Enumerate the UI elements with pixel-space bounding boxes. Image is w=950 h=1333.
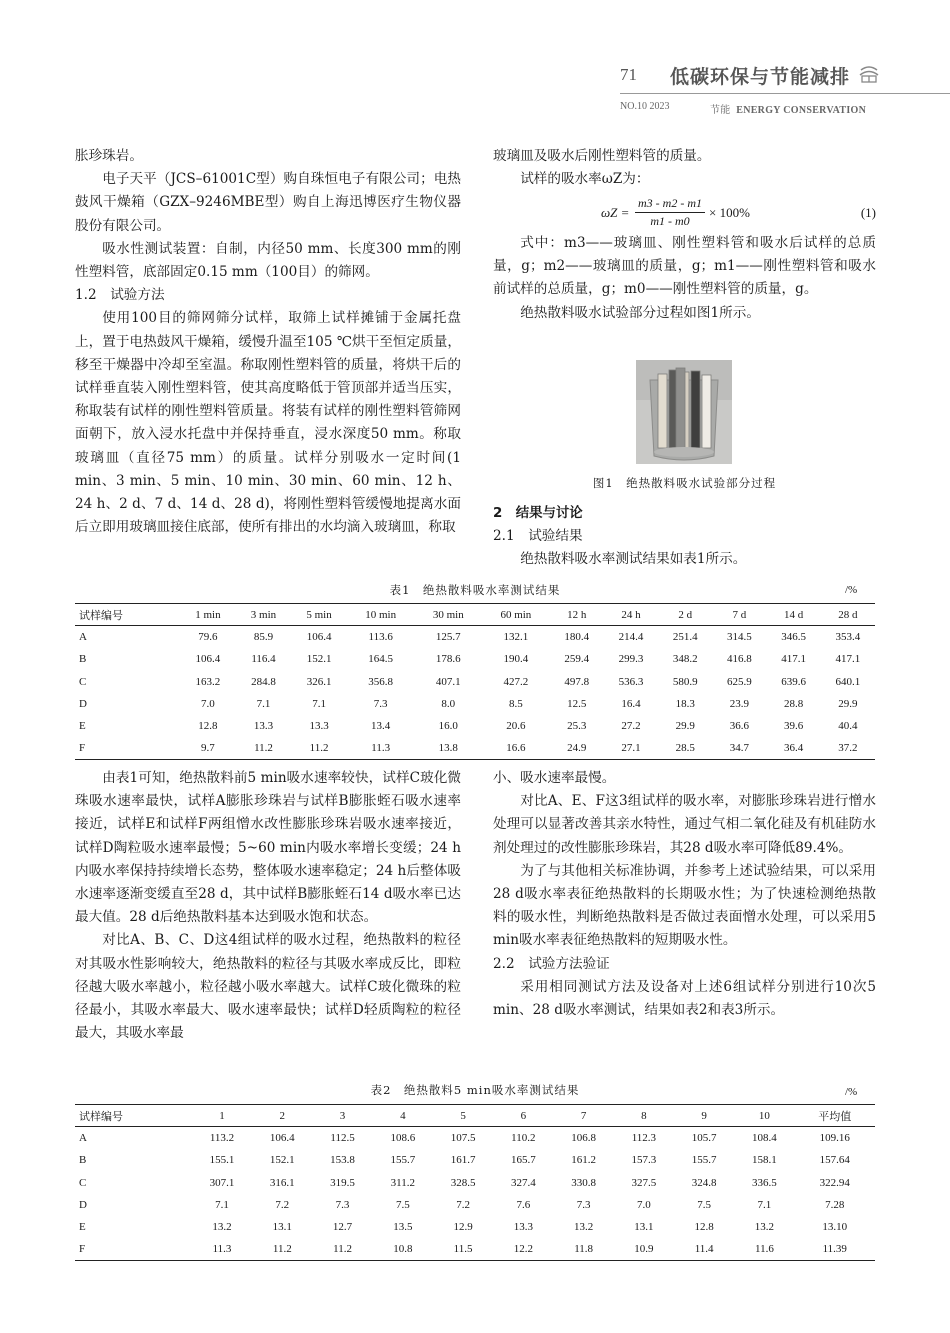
sample-id-cell: E: [79, 1221, 86, 1234]
table-cell: 18.3: [675, 697, 695, 710]
table-2-unit: /%: [845, 1086, 858, 1098]
section-heading-2-1: 2.1 试验结果: [493, 528, 583, 545]
table-cell: 29.9: [675, 720, 695, 733]
table-1-unit: /%: [845, 584, 858, 596]
table-header-cell: 7 d: [712, 604, 766, 626]
table-header-cell: 试样编号: [75, 604, 180, 626]
table-header-cell: 7: [553, 1105, 613, 1127]
table-2-caption: 表2 绝热散料5 min吸水率测试结果: [370, 1083, 580, 1097]
table-cell: 106.4: [195, 653, 221, 666]
figure-1-photo: [636, 360, 732, 464]
table-cell: 416.8: [727, 653, 752, 666]
table-cell: 319.5: [330, 1176, 355, 1189]
table-cell: 40.4: [838, 720, 858, 733]
table-header-cell: 28 d: [821, 604, 875, 626]
table-cell: 155.7: [691, 1154, 717, 1167]
table-cell: 106.8: [571, 1132, 596, 1145]
table-cell: 12.8: [198, 720, 218, 733]
table-cell: 580.9: [672, 675, 698, 688]
table-cell: 152.1: [306, 653, 332, 666]
figure-1-caption: 图1 绝热散料吸水试验部分过程: [592, 476, 777, 490]
section-cn: 节能: [710, 105, 731, 116]
formula-denominator: m1 - m0: [650, 214, 690, 228]
table-cell: 37.2: [821, 737, 875, 759]
table-cell: 9.7: [180, 737, 236, 759]
table-cell: 7.3: [335, 1198, 350, 1211]
table-header-cell: 10: [734, 1105, 794, 1127]
table-cell: 153.8: [330, 1154, 355, 1167]
table-cell: 536.3: [618, 675, 644, 688]
table-cell: 7.3: [373, 697, 388, 710]
table-cell: 79.6: [198, 631, 218, 644]
table-cell: 25.3: [567, 720, 587, 733]
table-cell: 116.4: [251, 653, 276, 666]
table-cell: 178.6: [435, 653, 461, 666]
table-cell: 417.1: [835, 653, 861, 666]
table-cell: 7.0: [201, 697, 215, 710]
table-cell: 7.1: [312, 697, 326, 710]
table-cell: 11.3: [347, 737, 415, 759]
sample-id-cell: B: [79, 1154, 87, 1167]
table-cell: 85.9: [253, 631, 274, 644]
table-cell: 190.4: [503, 653, 529, 666]
table-cell: 161.7: [450, 1154, 476, 1167]
table-header-cell: 3 min: [236, 604, 292, 626]
table-cell: 108.4: [752, 1132, 777, 1145]
table-cell: 346.5: [781, 631, 806, 644]
table-cell: 39.6: [783, 720, 804, 733]
table-header-cell: 9: [674, 1105, 734, 1127]
sample-id-cell: D: [79, 697, 87, 710]
table-cell: 259.4: [564, 653, 590, 666]
section-label: [710, 101, 866, 116]
table-cell: 157.3: [631, 1154, 657, 1167]
table-cell: 113.2: [209, 1132, 235, 1145]
table-cell: 13.3: [513, 1221, 533, 1234]
table-row: [75, 715, 875, 737]
table-cell: 106.4: [306, 631, 332, 644]
section-heading-1-2: 1.2 试验方法: [75, 287, 165, 304]
section-heading-2-2: 2.2 试验方法验证: [493, 955, 610, 972]
table-header-cell: 试样编号: [75, 1105, 192, 1127]
table-cell: 8.0: [441, 697, 456, 710]
table-cell: 157.64: [819, 1154, 850, 1167]
table-cell: 12.7: [332, 1221, 353, 1234]
table-header-cell: 1: [192, 1105, 252, 1127]
table-header-cell: 10 min: [347, 604, 415, 626]
table-row: [75, 1238, 875, 1260]
table-cell: 13.10: [822, 1221, 848, 1234]
table-header-cell: 2 d: [658, 604, 712, 626]
issue-number: NO.10 2023: [620, 101, 670, 112]
formula-numerator: m3 - m2 - m1: [635, 196, 705, 213]
table-header-row: [75, 1105, 875, 1127]
table-cell: 13.1: [634, 1221, 654, 1234]
table-header-cell: 6: [493, 1105, 553, 1127]
formula-fraction: [635, 196, 705, 229]
table-cell: 113.6: [368, 631, 393, 644]
table-cell: 10.8: [373, 1238, 433, 1260]
table-cell: 34.7: [712, 737, 766, 759]
table-header-cell: 14 d: [767, 604, 821, 626]
table-header-cell: 30 min: [414, 604, 482, 626]
table-header-cell: 12 h: [550, 604, 604, 626]
table-cell: 353.4: [835, 631, 861, 644]
table-header-cell: 4: [373, 1105, 433, 1127]
paragraph: 式中：m3——玻璃皿、刚性塑料管和吸水后试样的总质量，g；m2——玻璃皿的质量，g；m1——刚性塑料管和吸水前试样的总质量，g；m0——刚性塑料管的质量，g。: [493, 235, 876, 298]
table-cell: 132.1: [503, 631, 529, 644]
paragraph: 吸水性测试装置：自制，内径50 mm、长度300 mm的刚性塑料管，底部固定0.15 mm（100目）的筛网。: [75, 240, 461, 281]
sample-id-cell: A: [79, 631, 87, 644]
table-cell: 330.8: [571, 1176, 596, 1189]
right-column-results: [493, 502, 876, 572]
paragraph: 小、吸水速率最慢。: [493, 770, 616, 786]
table-cell: 158.1: [752, 1154, 777, 1167]
sample-id-cell: F: [75, 1238, 192, 1260]
equation-number: (1): [860, 205, 876, 220]
table-cell: 13.8: [414, 737, 482, 759]
table-cell: 284.8: [251, 675, 276, 688]
table-cell: 7.1: [256, 697, 271, 710]
table-cell: 11.39: [795, 1238, 875, 1260]
table-cell: 10.9: [614, 1238, 674, 1260]
table-cell: 13.2: [573, 1221, 594, 1234]
table-cell: 29.9: [838, 697, 858, 710]
table-cell: 7.5: [697, 1198, 712, 1211]
journal-logo-icon: [858, 64, 880, 84]
table-cell: 155.7: [390, 1154, 416, 1167]
sample-id-cell: C: [79, 675, 87, 688]
table-row: [75, 1149, 875, 1171]
table-cell: 24.9: [550, 737, 604, 759]
table-cell: 108.6: [390, 1132, 416, 1145]
left-column-mid: [75, 767, 461, 1045]
table-row: [75, 626, 875, 648]
table-cell: 20.6: [506, 720, 526, 733]
table-cell: 7.2: [456, 1198, 470, 1211]
sample-id-cell: B: [79, 653, 87, 666]
sample-id-cell: A: [79, 1132, 87, 1145]
table-header-cell: 5: [433, 1105, 493, 1127]
table-cell: 356.8: [368, 675, 394, 688]
table-cell: 13.4: [371, 720, 391, 733]
table-cell: 112.3: [631, 1132, 657, 1145]
paragraph: 为了与其他相关标准协调，并参考上述试验结果，可以采用28 d吸水率表征绝热散料的长期吸水性；为了快速检测绝热散料的吸水性，判断绝热散料是否做过表面憎水处理，可以采用5 min吸水率表征绝热散料的短期吸水性。: [493, 862, 876, 949]
table-row: [75, 737, 875, 759]
left-column-top: [75, 145, 461, 539]
table-cell: 7.1: [757, 1198, 772, 1211]
table-cell: 8.5: [509, 697, 523, 710]
table-cell: 311.2: [390, 1176, 415, 1189]
table-cell: 164.5: [368, 653, 394, 666]
table-cell: 28.5: [658, 737, 712, 759]
paragraph: 电子天平（JCS–61001C型）购自珠恒电子有限公司；电热鼓风干燥箱（GZX–9246MBE型）购自上海迅博医疗生物仪器股份有限公司。: [75, 171, 461, 234]
table-cell: 326.1: [306, 675, 332, 688]
table-cell: 251.4: [672, 631, 698, 644]
section-heading-2: 2 结果与讨论: [493, 506, 583, 521]
table-header-cell: 3: [312, 1105, 372, 1127]
paragraph: 由表1可知，绝热散料前5 min吸水速率较快，试样C玻化微珠吸水速率最快，试样A膨胀珍珠岩与试样B膨胀蛭石吸水速率接近，试样E和试样F两组憎水改性膨胀珍珠岩吸水速率接近，试样D陶粒吸水速率最慢；5~60 min内吸水率增长变缓；24 h内吸水率保持持续增长态势，整体吸水速率稳定；24 h后整体吸水速率逐渐变缓直至28 d，其中试样B膨胀蛭石14 d吸水率已达最大值。28 d后绝热散料基本达到吸水饱和状态。: [75, 770, 461, 926]
header-rule: [620, 93, 950, 94]
table-row: [75, 1194, 875, 1216]
table-cell: 497.8: [564, 675, 590, 688]
table-cell: 13.5: [393, 1221, 413, 1234]
table-cell: 112.5: [330, 1132, 355, 1145]
table-cell: 13.2: [754, 1221, 775, 1234]
equation-1: [493, 196, 876, 232]
table-cell: 7.28: [825, 1198, 845, 1211]
table-cell: 11.3: [192, 1238, 252, 1260]
table-cell: 639.6: [781, 675, 806, 688]
table-row: [75, 648, 875, 670]
table-cell: 13.1: [272, 1221, 292, 1234]
table-cell: 299.3: [618, 653, 644, 666]
table-1-caption: 表1 绝热散料吸水率测试结果: [389, 583, 561, 597]
table-cell: 7.5: [395, 1198, 410, 1211]
paragraph: 对比A、B、C、D这4组试样的吸水过程，绝热散料的粒径对其吸水性影响较大，绝热散料的粒径与其吸水率成反比，即粒径越大吸水率越小，粒径越小吸水率越大。试样C玻化微珠的粒径最小，其吸水率最大、吸水速率最快；试样D轻质陶粒的粒径最大，其吸水率最: [75, 932, 461, 1042]
table-header-cell: 60 min: [482, 604, 550, 626]
table-row: [75, 1171, 875, 1193]
sample-id-cell: F: [75, 737, 180, 759]
right-column-mid: [493, 767, 876, 1022]
table-row: [75, 670, 875, 692]
table-cell: 322.94: [819, 1176, 850, 1189]
table-header-cell: 平均值: [795, 1105, 875, 1127]
table-cell: 7.3: [576, 1198, 591, 1211]
formula-multiplier: × 100%: [709, 205, 750, 220]
table-cell: 110.2: [511, 1132, 536, 1145]
table-cell: 7.2: [275, 1198, 290, 1211]
table-cell: 417.1: [781, 653, 806, 666]
table-cell: 11.8: [553, 1238, 613, 1260]
table-header-cell: 2: [252, 1105, 312, 1127]
table-cell: 327.4: [510, 1176, 536, 1189]
sample-id-cell: D: [79, 1198, 87, 1211]
table-cell: 214.4: [618, 631, 644, 644]
table-cell: 106.4: [269, 1132, 295, 1145]
table-cell: 163.2: [195, 675, 221, 688]
table-cell: 427.2: [503, 675, 529, 688]
table-header-cell: 24 h: [604, 604, 658, 626]
table-cell: 7.1: [215, 1198, 229, 1211]
page-number: 71: [620, 65, 637, 84]
paragraph: 绝热散料吸水试验部分过程如图1所示。: [520, 304, 760, 321]
table-cell: 105.7: [691, 1132, 717, 1145]
paragraph: 对比A、E、F这3组试样的吸水率，对膨胀珍珠岩进行憎水处理可以显著改善其亲水特性，通过气相二氧化硅及有机硅防水剂处理过的改性膨胀珍珠岩，其28 d吸水率可降低89.4%。: [493, 793, 876, 856]
paragraph: 胀珍珠岩。: [75, 148, 143, 164]
table-cell: 348.2: [672, 653, 698, 666]
sample-id-cell: C: [79, 1176, 87, 1189]
table-cell: 11.2: [236, 737, 292, 759]
right-column-definitions: [493, 232, 876, 325]
journal-title: 低碳环保与节能减排: [670, 66, 851, 88]
table-cell: 316.1: [269, 1176, 295, 1189]
table-cell: 125.7: [435, 631, 461, 644]
table-row: [75, 1216, 875, 1238]
table-cell: 28.8: [783, 697, 804, 710]
table-cell: 11.6: [734, 1238, 794, 1260]
table-header-row: [75, 604, 875, 626]
paragraph: 玻璃皿及吸水后刚性塑料管的质量。: [493, 148, 711, 164]
table-row: [75, 693, 875, 715]
table-cell: 27.1: [604, 737, 658, 759]
table-cell: 324.8: [691, 1176, 717, 1189]
section-en: ENERGY CONSERVATION: [736, 105, 867, 116]
paragraph: 采用相同测试方法及设备对上述6组试样分别进行10次5 min、28 d吸水率测试，结果如表2和表3所示。: [493, 978, 876, 1019]
table-cell: 12.2: [493, 1238, 553, 1260]
table-header-cell: 8: [614, 1105, 674, 1127]
table-cell: 36.6: [729, 720, 750, 733]
table-header-cell: 5 min: [291, 604, 347, 626]
table-cell: 13.2: [212, 1221, 232, 1234]
table-cell: 23.9: [729, 697, 750, 710]
paragraph: 使用100目的筛网筛分试样，取筛上试样摊铺于金属托盘上，置于电热鼓风干燥箱，缓慢升温至105 ℃烘干至恒定质量，移至干燥器中冷却至室温。称取刚性塑料管的质量，将烘干后的试样垂直装入刚性塑料管，使其高度略低于管顶部并适当压实，称取装有试样的刚性塑料管质量。将装有试样的刚性塑料管筛网面朝下，放入浸水托盘中并保持垂直，浸水深度50 mm。称取玻璃皿（直径75 mm）的质量。试样分别吸水一定时间(1 min、3 min、5 min、10 min、30 min、60 min、12 h、24 h、2 d、7 d、14 d、28 d)，将刚性塑料管缓慢地提离水面后立即用玻璃皿接住底部，使所有排出的水均滴入玻璃皿，称取: [75, 310, 461, 536]
table-cell: 327.5: [631, 1176, 657, 1189]
table-cell: 11.2: [252, 1238, 312, 1260]
table-cell: 11.2: [312, 1238, 372, 1260]
table-cell: 314.5: [727, 631, 752, 644]
sample-id-cell: E: [79, 720, 86, 733]
table-cell: 180.4: [564, 631, 590, 644]
table-cell: 13.3: [309, 720, 329, 733]
table-cell: 165.7: [510, 1154, 536, 1167]
table-cell: 12.5: [567, 697, 587, 710]
table-cell: 12.9: [453, 1221, 473, 1234]
right-column-top: [493, 145, 876, 191]
table-cell: 336.5: [752, 1176, 777, 1189]
table-cell: 36.4: [767, 737, 821, 759]
table-cell: 107.5: [450, 1132, 476, 1145]
table-cell: 16.6: [482, 737, 550, 759]
table-cell: 625.9: [727, 675, 752, 688]
table-row: [75, 1127, 875, 1149]
table-cell: 16.4: [621, 697, 641, 710]
table-2: [75, 1104, 875, 1261]
table-cell: 13.3: [253, 720, 274, 733]
table-cell: 109.16: [819, 1132, 850, 1145]
table-cell: 7.0: [637, 1198, 651, 1211]
table-cell: 11.5: [433, 1238, 493, 1260]
table-cell: 27.2: [621, 720, 641, 733]
table-cell: 11.2: [291, 737, 347, 759]
table-cell: 16.0: [438, 720, 458, 733]
table-header-cell: 1 min: [180, 604, 236, 626]
table-cell: 7.6: [516, 1198, 531, 1211]
paragraph: 试样的吸水率ωZ为：: [520, 171, 650, 188]
table-1: [75, 603, 875, 760]
table-cell: 328.5: [450, 1176, 476, 1189]
table-cell: 12.8: [694, 1221, 714, 1234]
table-cell: 11.4: [674, 1238, 734, 1260]
table-cell: 407.1: [435, 675, 461, 688]
table-cell: 307.1: [209, 1176, 235, 1189]
table-cell: 152.1: [269, 1154, 295, 1167]
table-cell: 161.2: [571, 1154, 596, 1167]
table-cell: 640.1: [835, 675, 861, 688]
table-cell: 155.1: [209, 1154, 235, 1167]
formula-lhs: ωZ =: [601, 205, 630, 220]
paragraph: 绝热散料吸水率测试结果如表1所示。: [520, 551, 747, 568]
